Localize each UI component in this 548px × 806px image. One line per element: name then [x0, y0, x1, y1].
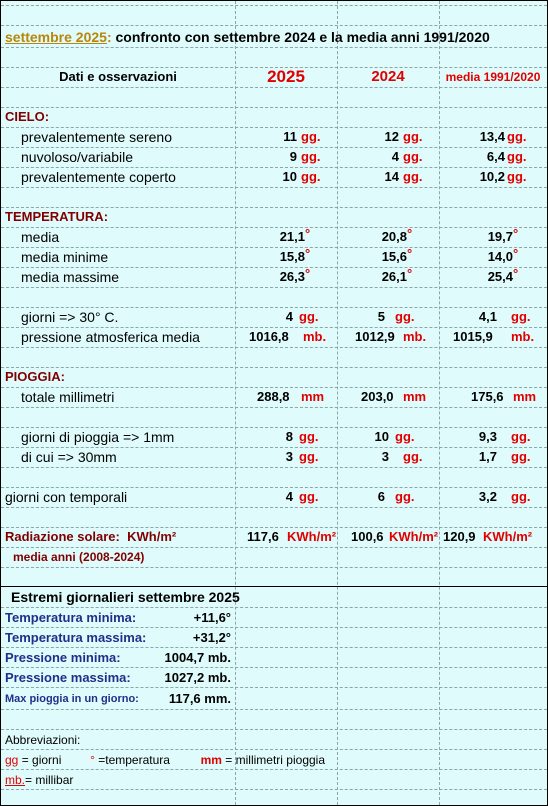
- extreme-row: [1, 608, 547, 628]
- value-2024: 6 gg.: [377, 489, 415, 504]
- value-2024: 26,1 °: [381, 266, 413, 284]
- value-2025: 8 gg.: [285, 429, 319, 444]
- data-row: [1, 227, 547, 247]
- data-row: [1, 387, 547, 407]
- value-average: 14,0 °: [487, 246, 519, 264]
- value-2025: 117,6 KWh/m²: [247, 529, 337, 544]
- grid-row-line: [1, 347, 547, 348]
- column-header-average: media 1991/2020: [445, 70, 541, 84]
- value-2025: 15,8 °: [279, 246, 311, 264]
- grid-row-line: [1, 5, 547, 6]
- column-header-row: [1, 67, 547, 87]
- row-label: media minime: [21, 249, 109, 265]
- section-temperature: [1, 207, 547, 227]
- row-label: prevalentemente coperto: [21, 169, 176, 185]
- extreme-value: 1027,2 mb.: [164, 670, 231, 685]
- abbreviations-title: Abbreviazioni:: [5, 733, 81, 747]
- row-label: di cui => 30mm: [21, 449, 117, 465]
- section-title-sky: CIELO:: [5, 109, 50, 124]
- row-label: prevalentemente sereno: [21, 129, 172, 145]
- value-average: 9,3 gg.: [478, 429, 531, 444]
- value-2025: 3 gg.: [285, 449, 319, 464]
- value-average: 4,1 gg.: [478, 309, 531, 324]
- row-label: giorni con temporali: [5, 489, 128, 505]
- data-row: [1, 147, 547, 167]
- header-month: settembre 2025: [5, 29, 107, 45]
- grid-row-line: [1, 507, 547, 508]
- extreme-label: Pressione massima:: [5, 670, 131, 685]
- row-label: pressione atmosferica media: [21, 329, 200, 345]
- radiation-note: media anni (2008-2024): [13, 550, 145, 564]
- section-title-temperature: TEMPERATURA:: [5, 209, 109, 224]
- grid-row-line: [1, 567, 547, 568]
- header-subtitle: confronto con settembre 2024 e la media anni 1991/2020: [111, 29, 490, 45]
- data-row: [1, 167, 547, 187]
- row-label: media massime: [21, 269, 120, 285]
- value-average: 10,2 gg.: [479, 169, 527, 184]
- extreme-row: [1, 648, 547, 668]
- extreme-label: Max pioggia in un giorno:: [5, 693, 139, 705]
- data-row: [1, 427, 547, 447]
- data-row: [1, 487, 547, 507]
- value-2024: 15,6 °: [381, 246, 413, 264]
- abbr-mm: mm: [200, 753, 222, 767]
- value-2025: 1016,8 mb.: [249, 329, 327, 344]
- grid-row-line: [1, 87, 547, 88]
- value-2025: 9 gg.: [289, 149, 321, 164]
- value-average: 120,9 KWh/m²: [443, 529, 533, 544]
- value-2024: 100,6 KWh/m²: [351, 529, 439, 544]
- value-2024: 12 gg.: [384, 129, 423, 144]
- header-colon: :: [106, 29, 112, 45]
- value-2024: 20,8 °: [381, 226, 413, 244]
- value-2024: 10 gg.: [374, 429, 415, 444]
- column-header-label: Dati e osservazioni: [59, 69, 177, 84]
- value-2025: 26,3 °: [279, 266, 311, 284]
- value-2024: 14 gg.: [384, 169, 423, 184]
- data-row: [1, 307, 547, 327]
- grid-row-line: [1, 25, 547, 26]
- radiation-label: Radiazione solare: KWh/m²: [5, 529, 177, 544]
- row-label: giorni => 30° C.: [21, 309, 119, 325]
- grid-row-line: [1, 287, 547, 288]
- value-average: 175,6 mm: [471, 389, 537, 404]
- extreme-label: Pressione minima:: [5, 650, 121, 665]
- value-2025: 4 gg.: [285, 489, 319, 504]
- grid-row-line: [1, 709, 547, 710]
- abbr-deg: °: [90, 753, 95, 767]
- row-label: giorni di pioggia => 1mm: [21, 429, 175, 445]
- data-row: [1, 247, 547, 267]
- row-label: media: [21, 229, 60, 245]
- data-row: [1, 447, 547, 467]
- value-average: 25,4 °: [487, 266, 519, 284]
- abbreviations-line: mb.= millibar: [5, 773, 74, 787]
- value-2024: 3 gg.: [381, 449, 423, 464]
- section-rain: [1, 367, 547, 387]
- value-2025: 21,1 °: [279, 226, 311, 244]
- extremes-title: Estremi giornalieri settembre 2025: [11, 589, 240, 605]
- column-header-2024: 2024: [371, 68, 405, 85]
- header-title: [5, 27, 490, 47]
- row-label: totale millimetri: [21, 389, 115, 405]
- data-row: [1, 127, 547, 147]
- value-average: 1015,9 mb.: [453, 329, 535, 344]
- extreme-row: [1, 628, 547, 648]
- extreme-row: [1, 668, 547, 688]
- value-2024: 1012,9 mb.: [355, 329, 427, 344]
- value-2024: 4 gg.: [391, 149, 423, 164]
- value-2024: 203,0 mm: [361, 389, 427, 404]
- data-row: [1, 327, 547, 347]
- extreme-value: +31,2°: [192, 630, 231, 645]
- value-average: 13,4 gg.: [479, 129, 527, 144]
- value-2024: 5 gg.: [377, 309, 415, 324]
- value-average: 19,7 °: [487, 226, 519, 244]
- extremes-title-row: [1, 587, 547, 607]
- value-average: 6,4 gg.: [486, 149, 527, 164]
- value-2025: 11 gg.: [283, 129, 321, 144]
- extreme-value: +11,6°: [193, 610, 231, 625]
- grid-row-line: [1, 187, 547, 188]
- abbreviations-row: [1, 750, 547, 770]
- value-2025: 10 gg.: [282, 169, 321, 184]
- column-header-2025: 2025: [267, 67, 305, 86]
- extreme-label: Temperatura minima:: [5, 610, 137, 625]
- extreme-label: Temperatura massima:: [5, 630, 147, 645]
- value-average: 1,7 gg.: [478, 449, 531, 464]
- section-sky: [1, 107, 547, 127]
- extreme-value: 117,6 mm.: [168, 691, 231, 706]
- value-2025: 4 gg.: [285, 309, 319, 324]
- abbreviations-row: [1, 770, 547, 790]
- row-label: nuvoloso/variabile: [21, 149, 134, 165]
- data-row: [1, 267, 547, 287]
- grid-row-line: [1, 47, 547, 48]
- extreme-row: [1, 689, 547, 709]
- radiation-row: [1, 527, 547, 547]
- section-title-rain: PIOGGIA:: [5, 369, 65, 384]
- grid-row-line: [1, 467, 547, 468]
- radiation-note-row: [1, 547, 547, 567]
- abbreviations-title-row: [1, 730, 547, 750]
- abbreviations-line: gg = giorni ° =temperatura mm = millimetri pioggia: [5, 753, 326, 767]
- value-2025: 288,8 mm: [257, 389, 325, 404]
- value-average: 3,2 gg.: [478, 489, 531, 504]
- report-header: [1, 27, 547, 47]
- extreme-value: 1004,7 mb.: [164, 650, 231, 665]
- grid-row-line: [1, 407, 547, 408]
- abbr-gg: gg: [5, 753, 19, 767]
- abbr-mb: mb.: [5, 773, 26, 787]
